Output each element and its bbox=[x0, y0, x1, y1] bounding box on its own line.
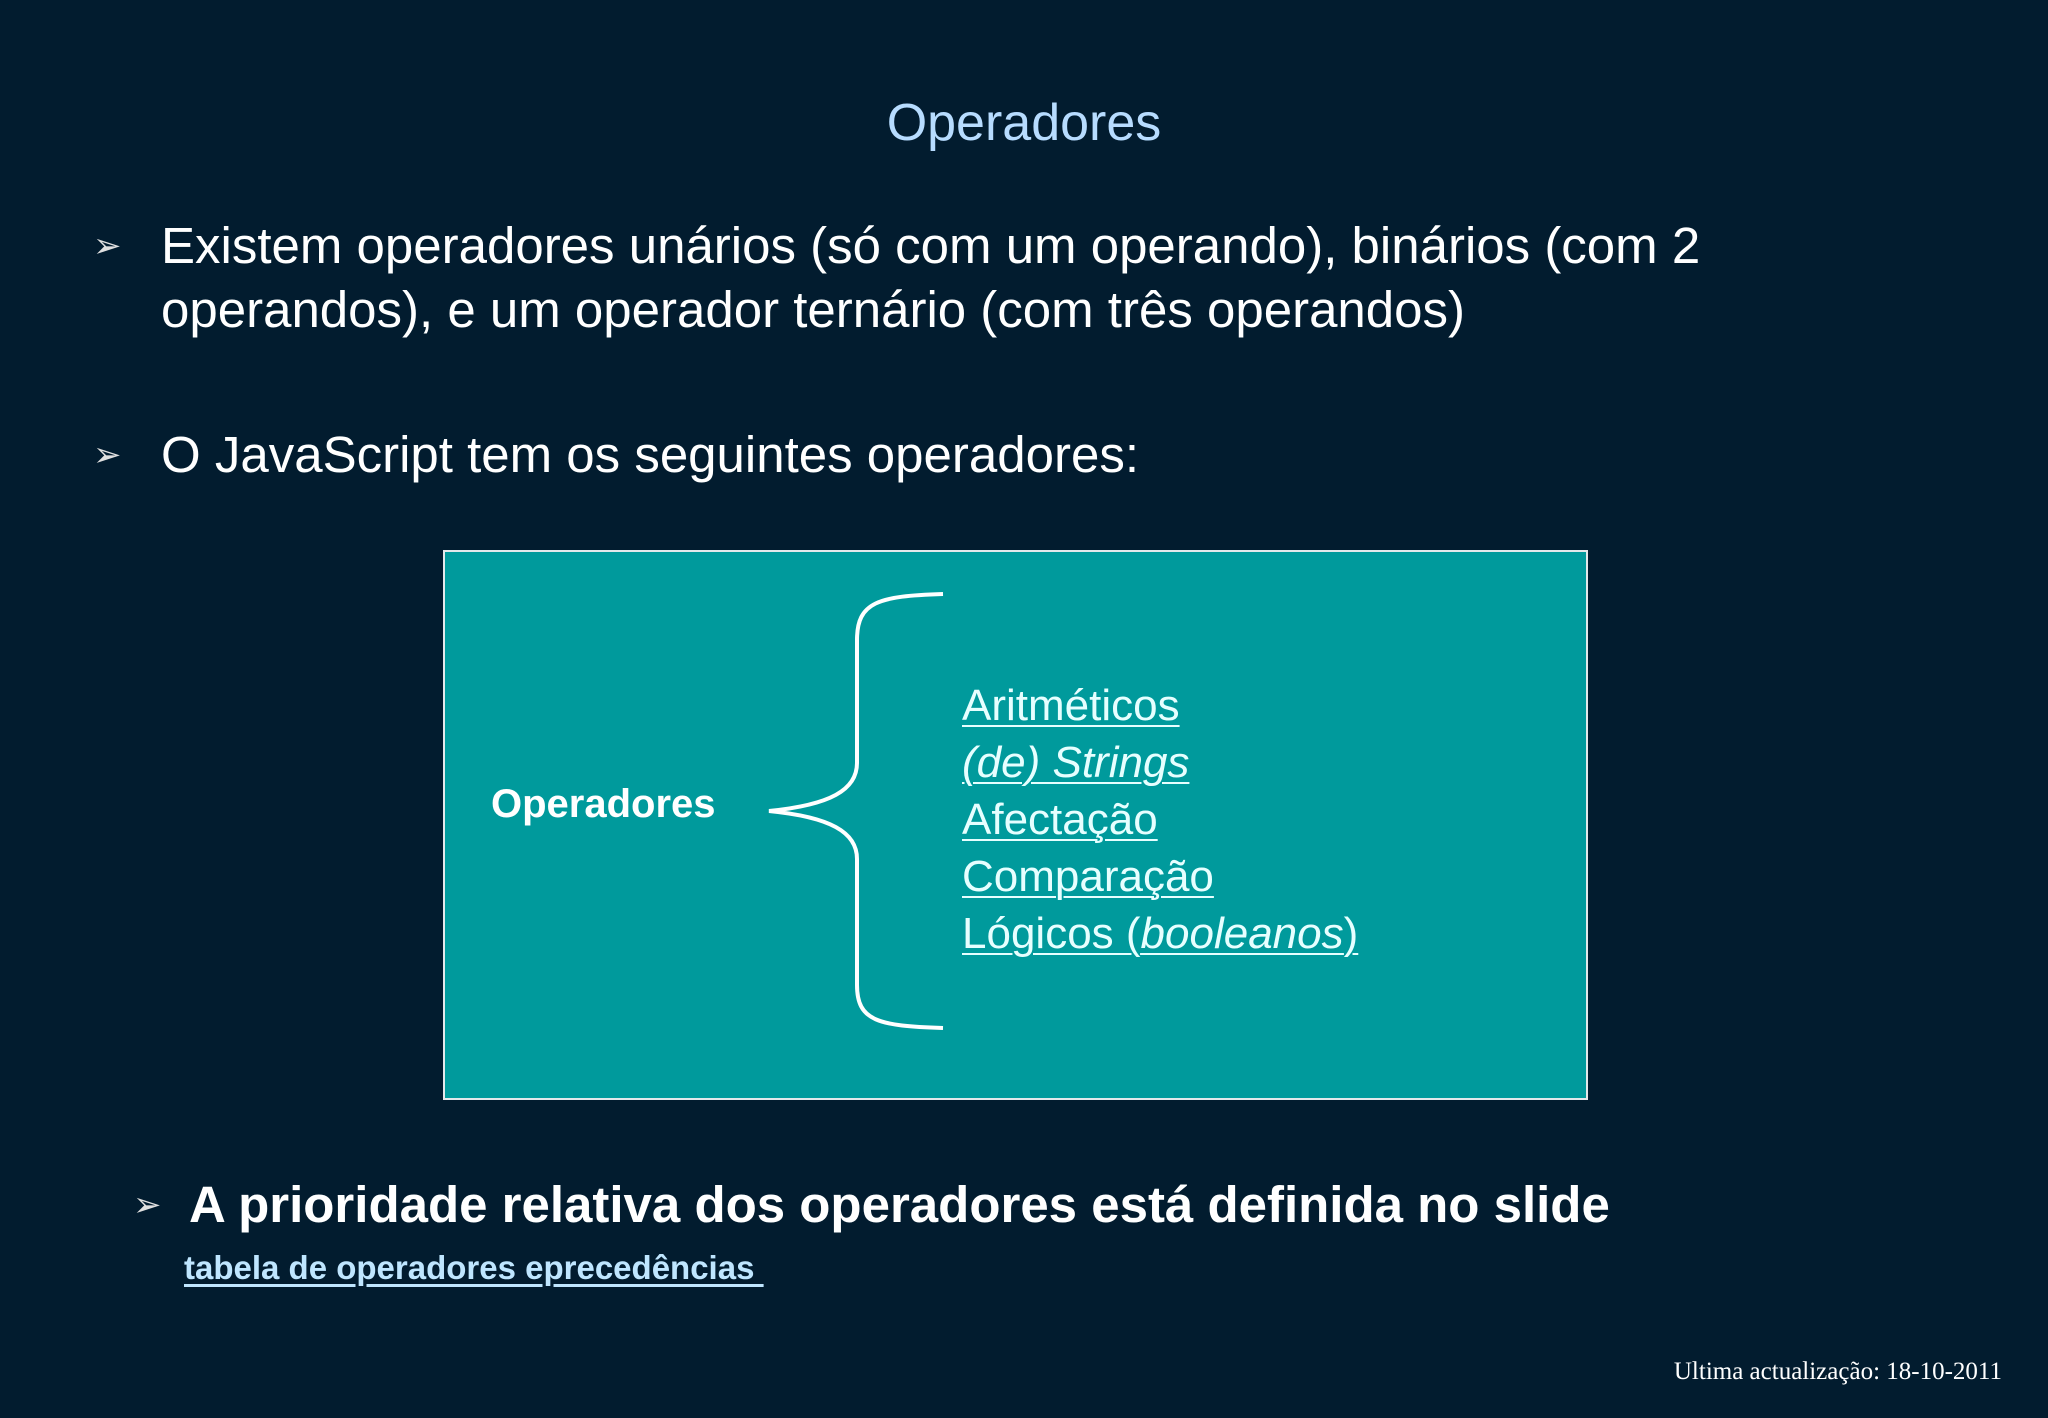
arrow-bullet-icon: ➢ bbox=[133, 1186, 162, 1224]
bullet-text: Existem operadores unários (só com um operando), binários (com 2 operandos), e um operador ternário (com três operandos) bbox=[161, 217, 1701, 338]
operator-categories-list bbox=[962, 677, 1358, 962]
diagram-label: Operadores bbox=[491, 782, 716, 826]
last-updated-footer: Ultima actualização: 18-10-2011 bbox=[1673, 1358, 2002, 1385]
arrow-bullet-icon: ➢ bbox=[93, 227, 122, 265]
slide-title: Operadores bbox=[886, 94, 1162, 152]
precedence-table-link[interactable]: tabela de operadores eprecedências bbox=[184, 1249, 764, 1286]
link-afectacao[interactable]: Afectação bbox=[962, 795, 1158, 844]
link-strings[interactable]: (de) Strings bbox=[962, 738, 1190, 787]
link-logicos[interactable]: Lógicos (booleanos) bbox=[962, 909, 1359, 958]
bullet-priority bbox=[133, 1173, 1610, 1237]
arrow-bullet-icon: ➢ bbox=[93, 436, 122, 474]
link-comparacao[interactable]: Comparação bbox=[962, 852, 1214, 901]
bullet-text: O JavaScript tem os seguintes operadores: bbox=[161, 426, 1139, 483]
link-aritmeticos[interactable]: Aritméticos bbox=[962, 681, 1180, 730]
bullet-text: A prioridade relativa dos operadores está definida no slide bbox=[189, 1176, 1610, 1233]
